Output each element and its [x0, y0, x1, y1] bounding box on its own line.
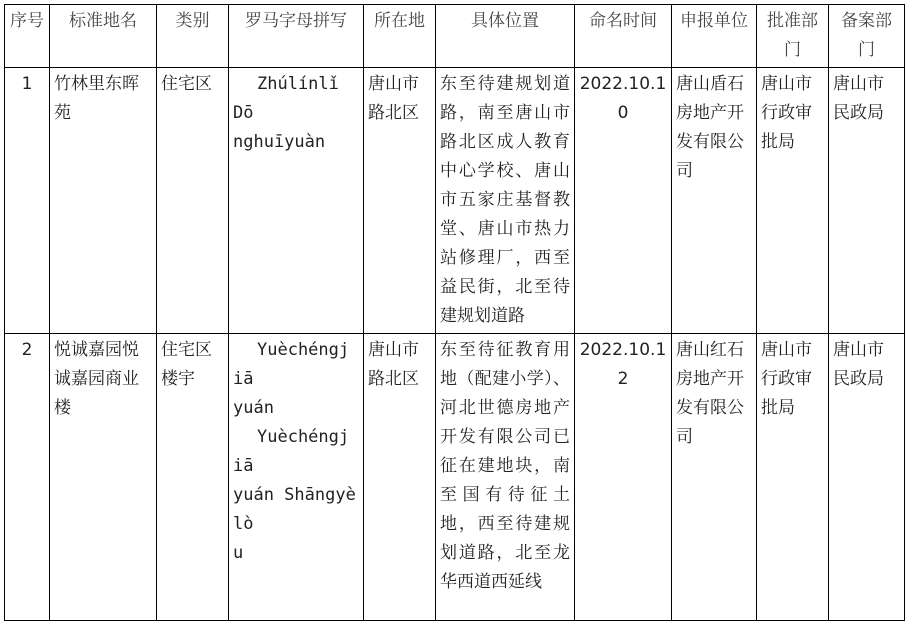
cell-approver: 唐山市行政审批局 — [757, 68, 829, 334]
cell-position: 东至待征教育用地（配建小学）、河北世德房地产开发有限公司已征在建地块，南至国有待征土地，西至待建规划道路，北至龙华西道西延线 — [436, 334, 575, 621]
header-no: 序号 — [5, 5, 50, 68]
header-row — [5, 5, 905, 68]
cell-category: 住宅区楼宇 — [157, 334, 229, 621]
cell-date: 2022.10.12 — [575, 334, 672, 621]
cell-location: 唐山市路北区 — [364, 334, 436, 621]
cell-position: 东至待建规划道路，南至唐山市路北区成人教育中心学校、唐山市五家庄基督教堂、唐山市热力站修理厂，西至益民街，北至待建规划道路 — [436, 68, 575, 334]
pinyin-line: Zhúlínlǐ Dō — [233, 74, 339, 123]
cell-category: 住宅区 — [157, 68, 229, 334]
pinyin-line: yuán Shāngyèlò — [233, 485, 356, 534]
header-approver: 批准部门 — [757, 5, 829, 68]
cell-location: 唐山市路北区 — [364, 68, 436, 334]
cell-applicant: 唐山盾石房地产开发有限公司 — [672, 68, 757, 334]
header-position: 具体位置 — [436, 5, 575, 68]
pinyin-line: Yuèchéngjiā — [233, 427, 350, 476]
table-row — [5, 68, 905, 334]
header-recorder: 备案部门 — [829, 5, 905, 68]
cell-no: 1 — [5, 68, 50, 334]
pinyin-line: u — [233, 543, 244, 563]
header-date: 命名时间 — [575, 5, 672, 68]
table-row — [5, 334, 905, 621]
header-pinyin: 罗马字母拼写 — [229, 5, 364, 68]
pinyin-line: nghuīyuàn — [233, 132, 326, 152]
cell-standard-name: 竹林里东晖苑 — [50, 68, 157, 334]
header-applicant: 申报单位 — [672, 5, 757, 68]
header-standard-name: 标准地名 — [50, 5, 157, 68]
cell-standard-name: 悦诚嘉园悦诚嘉园商业楼 — [50, 334, 157, 621]
pinyin-line: yuán — [233, 398, 274, 418]
header-category: 类别 — [157, 5, 229, 68]
header-location: 所在地 — [364, 5, 436, 68]
cell-pinyin — [229, 68, 364, 334]
cell-recorder: 唐山市民政局 — [829, 68, 905, 334]
cell-date: 2022.10.10 — [575, 68, 672, 334]
cell-pinyin — [229, 334, 364, 621]
place-name-table — [4, 4, 905, 621]
cell-approver: 唐山市行政审批局 — [757, 334, 829, 621]
cell-applicant: 唐山红石房地产开发有限公司 — [672, 334, 757, 621]
pinyin-line: Yuèchéngjiā — [233, 340, 350, 389]
cell-no: 2 — [5, 334, 50, 621]
cell-recorder: 唐山市民政局 — [829, 334, 905, 621]
